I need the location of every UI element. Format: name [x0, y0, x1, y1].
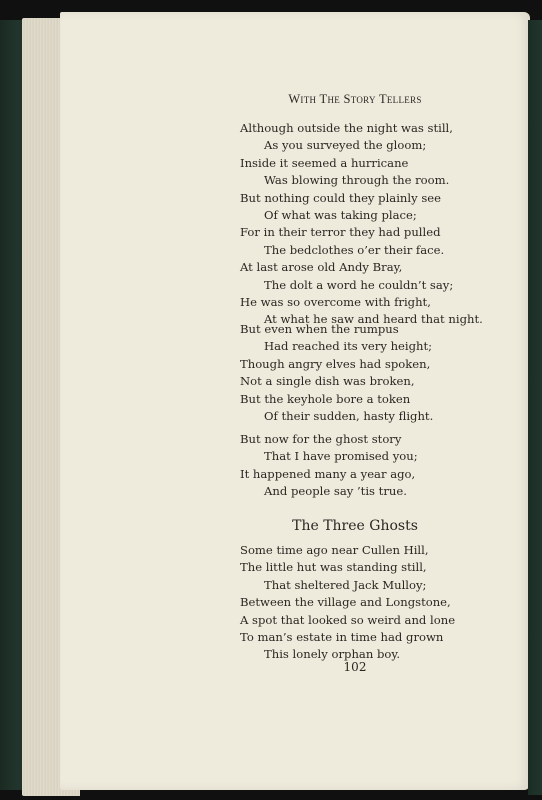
- poem-line: The little hut was standing still,: [240, 560, 427, 575]
- poem-line: Between the village and Longstone,: [240, 595, 451, 610]
- poem-line: It happened many a year ago,: [240, 466, 416, 481]
- poem-line: At what he saw and heard that night.: [264, 312, 483, 327]
- page-number: 102: [343, 660, 367, 674]
- poem-line: The bedclothes o’er their face.: [264, 242, 445, 257]
- poem-line: To man’s estate in time had grown: [240, 630, 444, 645]
- poem-line: But nothing could they plainly see: [240, 190, 441, 205]
- stanza-3: [240, 431, 418, 501]
- poem-line: Inside it seemed a hurricane: [240, 155, 409, 170]
- running-head: With The Story Tellers: [288, 92, 422, 106]
- poem-line: The dolt a word he couldn’t say;: [264, 277, 454, 292]
- section-title: The Three Ghosts: [292, 518, 418, 534]
- stanza-2: [240, 321, 433, 425]
- poem-line: That I have promised you;: [264, 449, 418, 464]
- poem-line: As you surveyed the gloom;: [264, 138, 427, 153]
- poem-line: At last arose old Andy Bray,: [240, 260, 403, 275]
- poem-line: But now for the ghost story: [240, 432, 402, 446]
- poem-line: That sheltered Jack Mulloy;: [264, 577, 427, 592]
- section-stanza: [240, 542, 455, 664]
- poem-line: Although outside the night was still,: [240, 121, 453, 135]
- poem-line: For in their terror they had pulled: [240, 225, 441, 240]
- poem-line: Had reached its very height;: [264, 339, 433, 354]
- poem-line: Not a single dish was broken,: [240, 374, 415, 389]
- poem-line: Though angry elves had spoken,: [240, 356, 431, 371]
- poem-line: And people say ’tis true.: [264, 484, 407, 499]
- poem-line: Some time ago near Cullen Hill,: [240, 543, 429, 557]
- poem-line: A spot that looked so weird and lone: [240, 612, 456, 627]
- poem-line: But the keyhole bore a token: [240, 391, 411, 406]
- poem-line: Of what was taking place;: [264, 208, 417, 223]
- poem-line: This lonely orphan boy.: [264, 647, 401, 662]
- poem-line: But even when the rumpus: [240, 322, 399, 336]
- stanza-1: [240, 120, 483, 329]
- poem-line: Was blowing through the room.: [264, 173, 450, 188]
- book-cover-right: [528, 20, 542, 795]
- poem-line: Of their sudden, hasty flight.: [264, 409, 434, 424]
- poem-line: He was so overcome with fright,: [240, 295, 431, 310]
